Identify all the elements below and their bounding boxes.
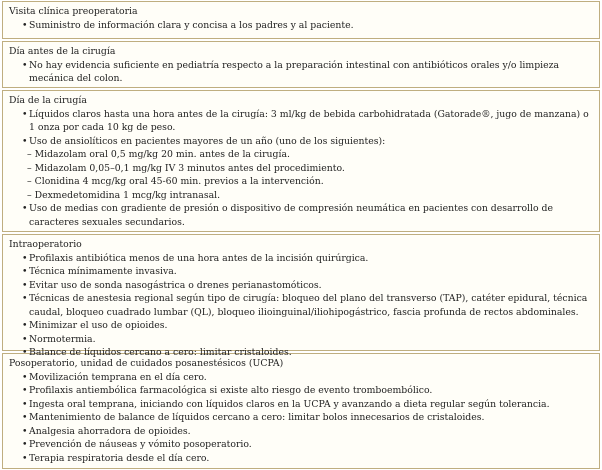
item-list [9, 371, 593, 466]
section [2, 234, 600, 358]
list-item: • Evitar uso de sonda nasogástrica o drenes perianastomóticos. [29, 279, 593, 293]
section [2, 90, 600, 232]
list-item: • Uso de ansiolíticos en pacientes mayores de un año (uno de los siguientes): [29, 135, 593, 149]
section-title: Posoperatorio, unidad de cuidados posanestésicos (UCPA) [9, 358, 284, 369]
list-item: • Balance de líquidos cercano a cero: limitar cristaloides. [29, 346, 593, 360]
list-item: • Técnicas de anestesia regional según tipo de cirugía: bloqueo del plano del transverso (TAP), catéter epidural, técnica caudal, bloqueo cuadrado lumbar (QL), bloqueo ilioinguinal/iliohipogástrico, fascia profunda de rectos abdominales. [29, 292, 593, 319]
list-item: • Líquidos claros hasta una hora antes de la cirugía: 3 ml/kg de bebida carbohidratada (Gatorade®, jugo de manzana) o 1 onza por cada 10 kg de peso. [29, 108, 593, 135]
list-item: • Suministro de información clara y concisa a los padres y al paciente. [29, 19, 593, 33]
list-item: • Ingesta oral temprana, iniciando con líquidos claros en la UCPA y avanzando a dieta regular según tolerancia. [29, 398, 593, 412]
list-item: • Minimizar el uso de opioides. [29, 319, 593, 333]
section [2, 353, 600, 469]
sub-item: – Dexmedetomidina 1 mcg/kg intranasal. [27, 189, 593, 203]
list-item: • Terapia respiratoria desde el día cero. [29, 452, 593, 466]
sub-item: – Midazolam oral 0,5 mg/kg 20 min. antes de la cirugía. [27, 148, 593, 162]
section [2, 1, 600, 39]
list-item: • Mantenimiento de balance de líquidos cercano a cero: limitar bolos innecesarios de cristaloides. [29, 411, 593, 425]
section-title: Día de la cirugía [9, 95, 87, 106]
list-item: • No hay evidencia suficiente en pediatría respecto a la preparación intestinal con antibióticos orales y/o limpieza mecánica del colon. [29, 59, 593, 86]
item-list [9, 59, 593, 86]
item-list [9, 19, 593, 33]
list-item: • Uso de medias con gradiente de presión o dispositivo de compresión neumática en pacientes con desarrollo de caracteres sexuales secundarios. [29, 202, 593, 229]
item-list [9, 252, 593, 360]
section-title: Visita clínica preoperatoria [9, 6, 138, 17]
section-title: Intraoperatorio [9, 239, 82, 250]
list-item: • Prevención de náuseas y vómito posoperatorio. [29, 438, 593, 452]
list-item: • Normotermia. [29, 333, 593, 347]
list-item: • Analgesia ahorradora de opioides. [29, 425, 593, 439]
section-title: Día antes de la cirugía [9, 46, 116, 57]
list-item: • Profilaxis antibiótica menos de una hora antes de la incisión quirúrgica. [29, 252, 593, 266]
item-list [9, 108, 593, 230]
sub-item: – Clonidina 4 mcg/kg oral 45-60 min. previos a la intervención. [27, 175, 593, 189]
section [2, 41, 600, 88]
list-item: • Técnica mínimamente invasiva. [29, 265, 593, 279]
list-item: • Profilaxis antiembólica farmacológica si existe alto riesgo de evento tromboembólico. [29, 384, 593, 398]
sub-item: – Midazolam 0,05–0,1 mg/kg IV 3 minutos antes del procedimiento. [27, 162, 593, 176]
list-item: • Movilización temprana en el día cero. [29, 371, 593, 385]
